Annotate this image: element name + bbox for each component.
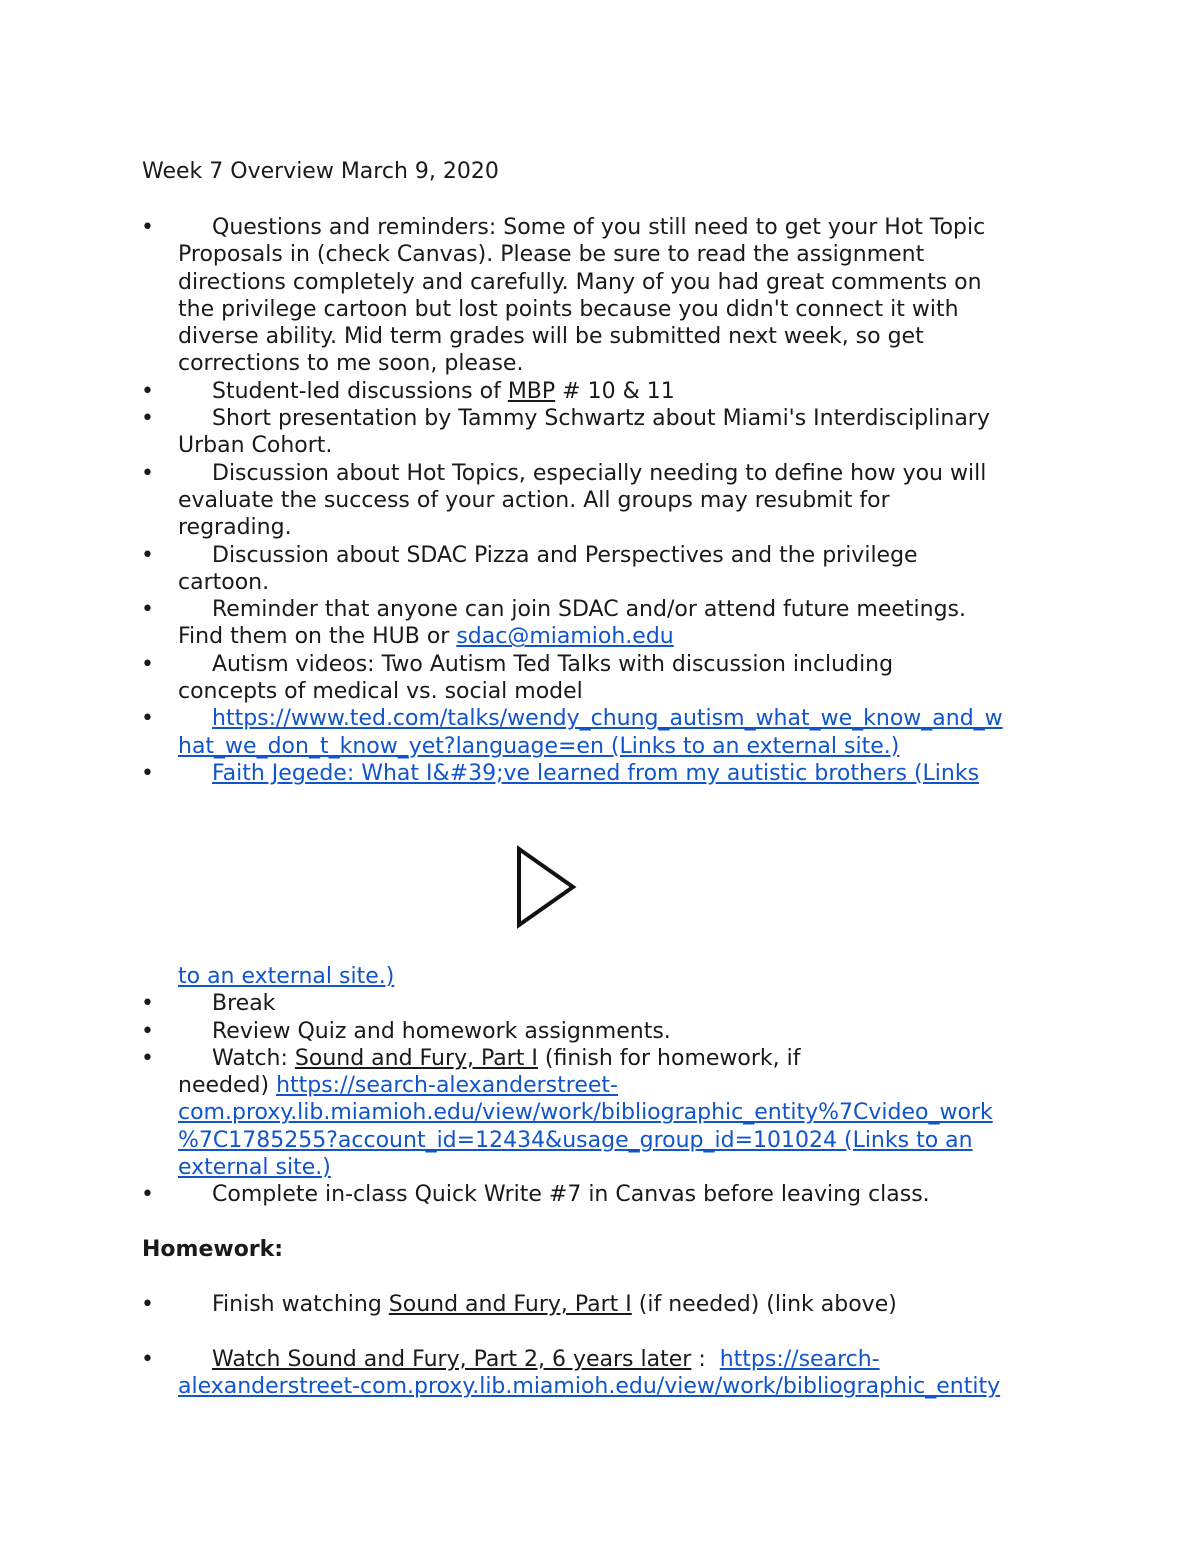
bullet: • [141,460,154,486]
alexanderstreet-link[interactable]: %7C1785255?account_id=12434&usage_group_id=101024 (Links to an [178,1127,973,1153]
sdac-email-link[interactable]: sdac@miamioh.edu [456,624,674,650]
list-item [0,460,1200,542]
bullet: • [141,760,154,786]
item-text: directions completely and carefully. Many of you had great comments on [178,269,982,295]
alexanderstreet-link[interactable]: alexanderstreet-com.proxy.lib.miamioh.edu/view/work/bibliographic_entity [178,1374,1001,1400]
ted-talk-link[interactable]: https://www.ted.com/talks/wendy_chung_autism_what_we_know_and_w [212,706,1003,732]
mbp-link[interactable]: MBP [507,378,556,404]
list-item [0,990,1200,1017]
sound-and-fury-link[interactable]: Sound and Fury, Part I [294,1045,538,1071]
bullet: • [141,651,154,677]
overview-list [0,214,1200,787]
sound-and-fury-part2-link[interactable]: Watch Sound and Fury, Part 2, 6 years later [212,1347,692,1372]
sound-and-fury-link[interactable]: Sound and Fury, Part I [388,1292,632,1317]
item-text: Find them on the HUB or [178,624,457,650]
item-text: Finish watching [212,1292,389,1317]
item-text: regrading. [178,515,292,541]
item-text: Urban Cohort. [178,433,333,459]
item-text: Reminder that anyone can join SDAC and/or attend future meetings. [212,597,966,623]
bullet: • [141,597,154,623]
list-item [0,378,1200,405]
item-text: Discussion about Hot Topics, especially needing to define how you will [212,460,987,486]
item-text: the privilege cartoon but lost points because you didn't connect it with [178,296,959,322]
item-text: # 10 & 11 [555,378,675,404]
alexanderstreet-link[interactable]: com.proxy.lib.miamioh.edu/view/work/bibliographic_entity%7Cvideo_work [178,1100,993,1126]
list-item [0,405,1200,460]
item-text: corrections to me soon, please. [178,351,524,377]
bullet: • [141,1182,154,1208]
alexanderstreet-link[interactable]: external site.) [178,1155,331,1181]
item-text: (finish for homework, if [537,1045,801,1071]
bullet: • [141,1018,154,1044]
bullet: • [141,542,154,568]
bullet: • [141,1347,154,1372]
item-text: Autism videos: Two Autism Ted Talks with discussion including [212,651,894,677]
item-text: Complete in-class Quick Write #7 in Canvas before leaving class. [212,1182,930,1208]
list-item [0,542,1200,597]
item-text: Review Quiz and homework assignments. [212,1018,671,1044]
item-text: Watch: [212,1045,295,1071]
bullet: • [141,215,154,240]
overview-list-continued [0,963,1200,1209]
item-text: Break [212,991,276,1017]
bullet: • [141,378,154,404]
homework-list-2 [0,1346,1200,1401]
list-item [0,705,1200,760]
item-text: (if needed) (link above) [631,1292,897,1317]
list-item [0,1181,1200,1208]
list-item [0,596,1200,651]
item-text: Questions and reminders: Some of you still need to get your Hot Topic [212,215,986,240]
list-item [0,963,1200,990]
item-text: Student-led discussions of [212,378,508,404]
faith-jegede-link[interactable]: to an external site.) [178,964,395,989]
bullet: • [141,1045,154,1071]
list-item [0,1291,1200,1318]
item-text: Proposals in (check Canvas). Please be sure to read the assignment [178,242,925,268]
alexanderstreet-link[interactable]: https://search-alexanderstreet- [276,1073,618,1099]
video-embed[interactable] [500,843,590,933]
bullet: • [141,991,154,1017]
play-icon [500,843,590,933]
page-title: Week 7 Overview March 9, 2020 [142,159,499,184]
list-item [0,1045,1200,1181]
item-text: needed) [178,1073,277,1099]
bullet: • [141,706,154,732]
ted-talk-link[interactable]: hat_we_don_t_know_yet?language=en (Links to an external site.) [178,733,900,759]
item-text: evaluate the success of your action. All groups may resubmit for [178,487,890,513]
list-item [0,1346,1200,1401]
bullet: • [141,1292,154,1317]
list-item [0,651,1200,706]
faith-jegede-link[interactable]: Faith Jegede: What I&#39;ve learned from my autistic brothers (Links [212,760,980,786]
item-text: diverse ability. Mid term grades will be submitted next week, so get [178,324,924,350]
list-item [0,760,1200,787]
list-item [0,214,1200,378]
list-item [0,1018,1200,1045]
alexanderstreet-link[interactable]: https://search- [719,1347,880,1372]
bullet: • [141,406,154,432]
item-text: concepts of medical vs. social model [178,679,583,705]
item-text: Discussion about SDAC Pizza and Perspectives and the privilege [212,542,918,568]
item-text: cartoon. [178,569,270,595]
homework-list [0,1291,1200,1318]
item-text: : [691,1347,720,1372]
homework-heading: Homework: [142,1237,284,1262]
item-text: Short presentation by Tammy Schwartz about Miami's Interdisciplinary [212,406,990,432]
